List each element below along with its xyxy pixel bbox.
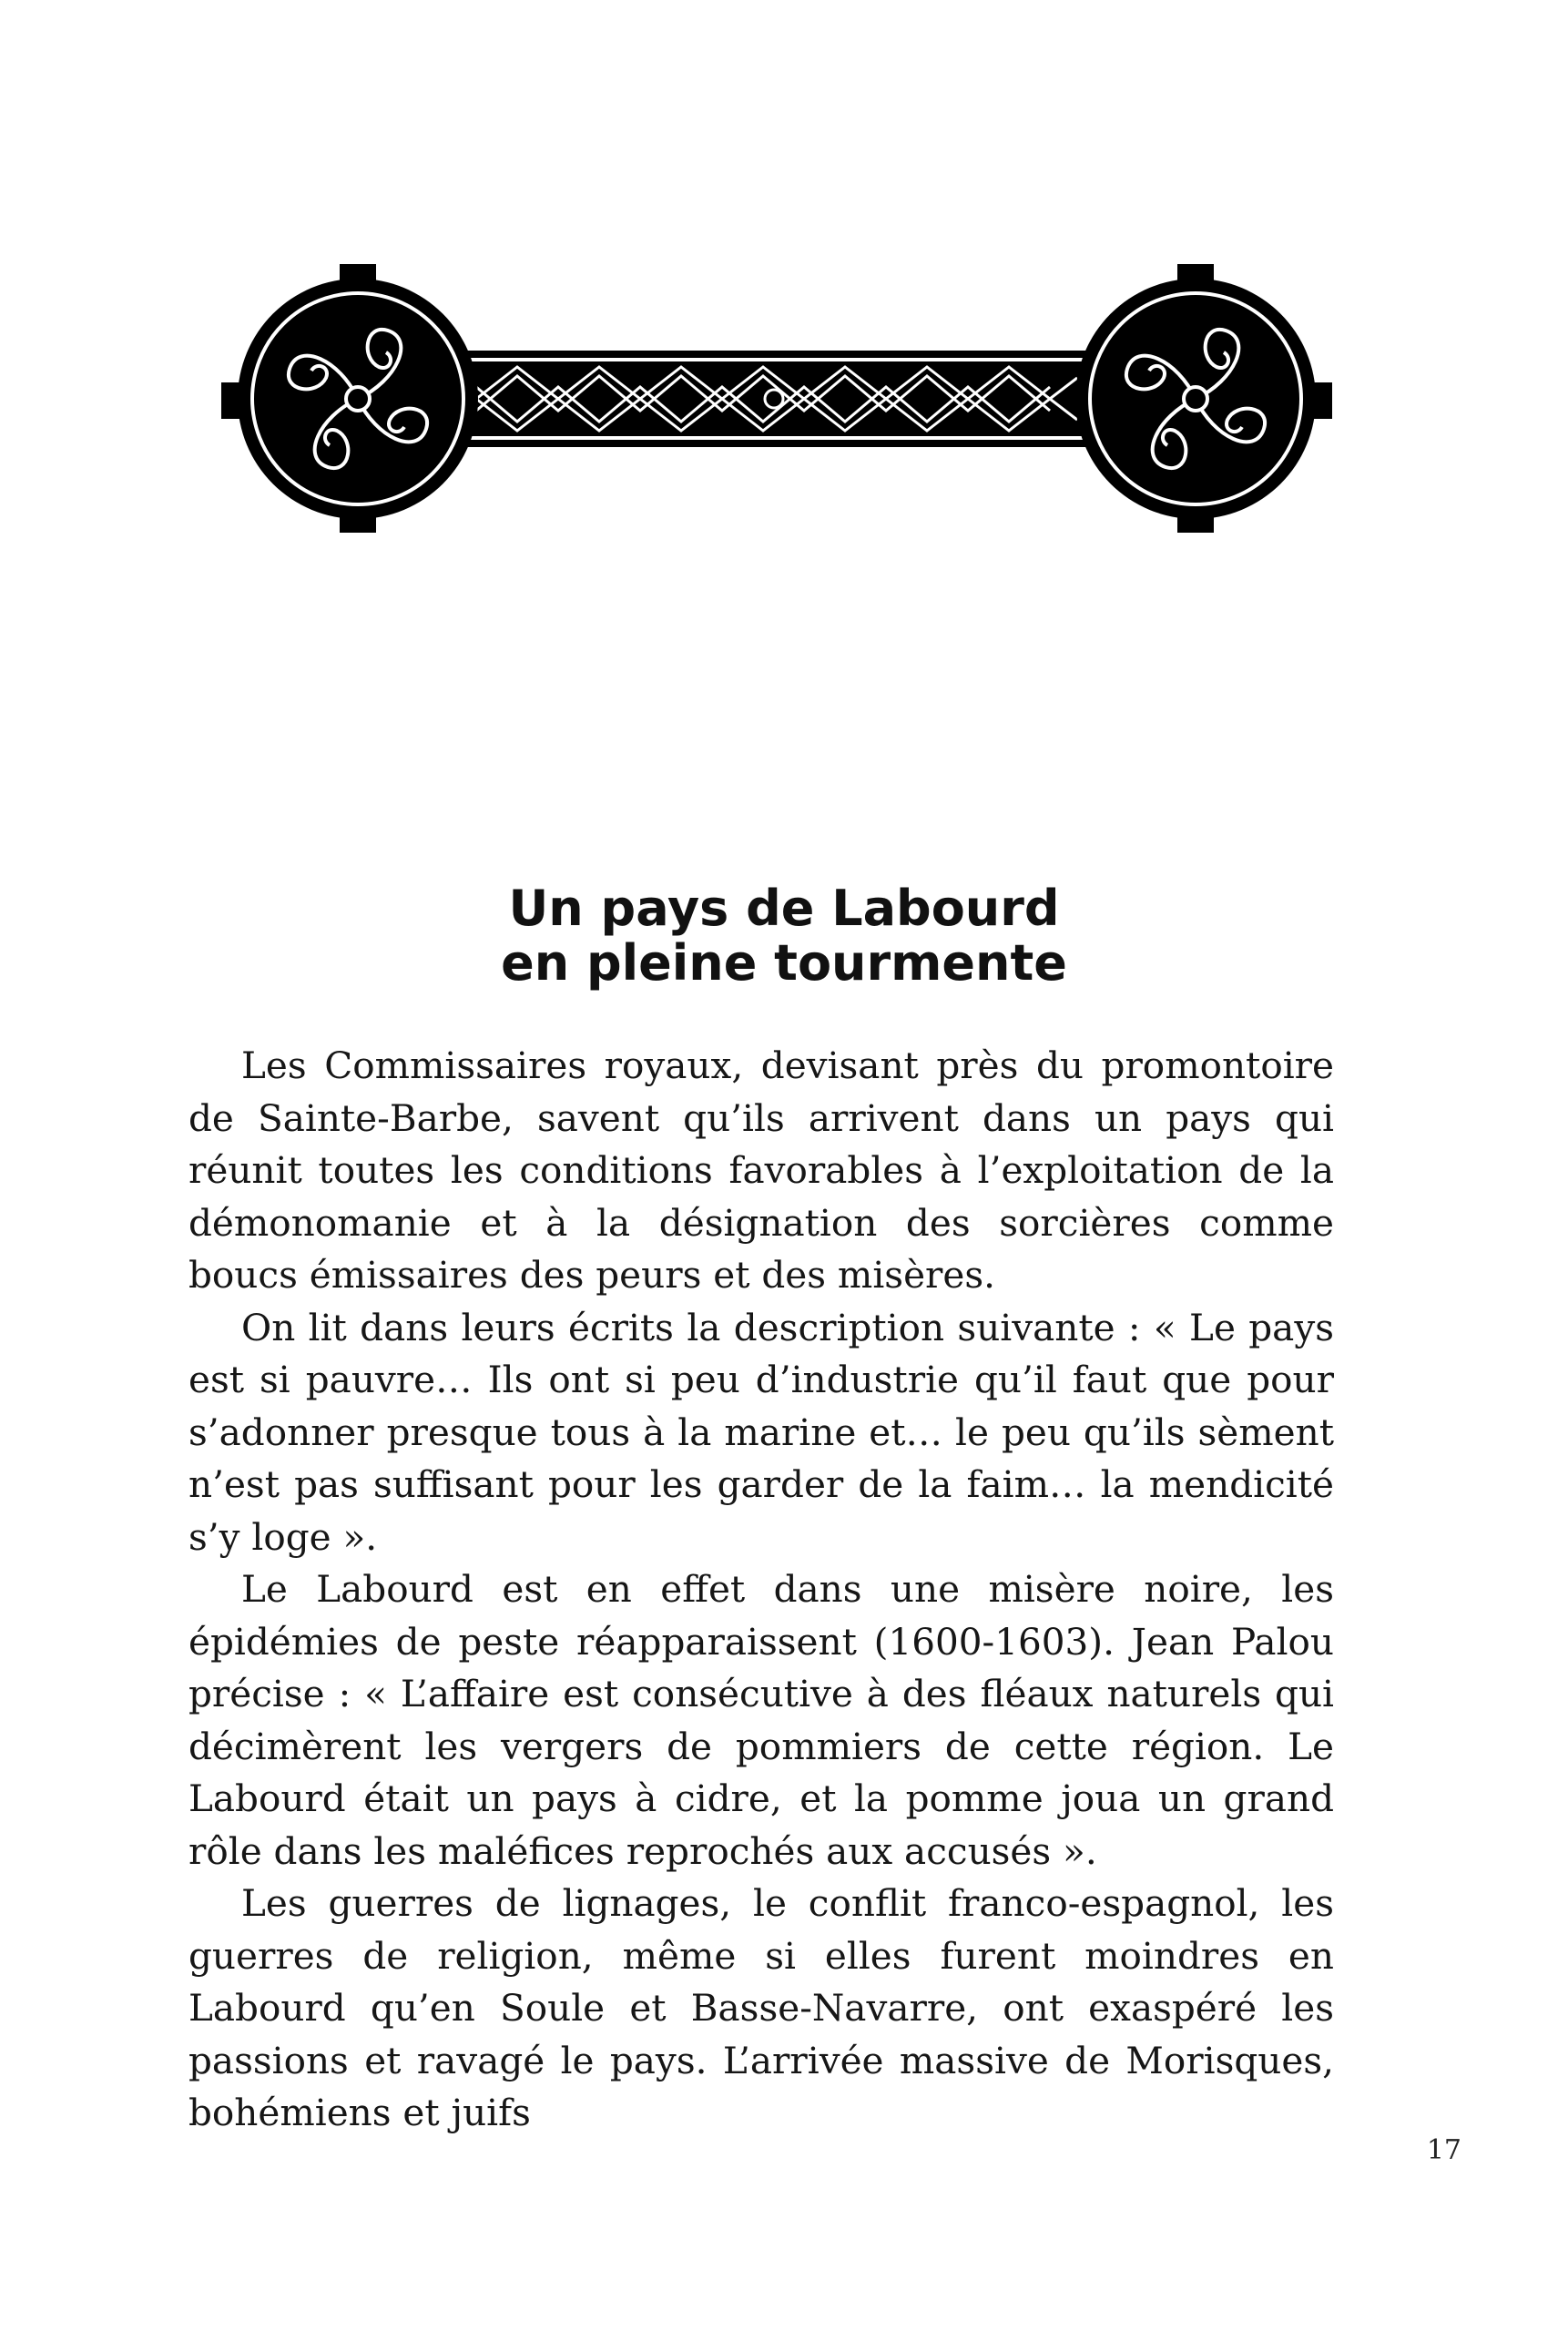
chapter-title-line-2: en pleine tourmente (501, 934, 1067, 992)
paragraph: Le Labourd est en effet dans une misère noire, les épidémies de peste réapparaissent (1600-1603). Jean Palou précise : « L’affaire est consécutive à des fléaux naturels qui décimèrent les vergers de pommiers de cette région. Le Labourd était un pays à cidre, et la pomme joua un grand rôle dans les maléfices reprochés aux accusés ». (188, 1567, 1334, 1873)
page-number: 17 (1426, 2134, 1461, 2166)
paragraph: Les guerres de lignages, le conflit franco-espagnol, les guerres de religion, même si elles furent moindres en Labourd qu’en Soule et Basse-Navarre, ont exaspéré les passions et ravagé le pays. L’arrivée massive de Morisques, bohémiens et juifs (188, 1881, 1334, 2134)
lauburu-ornament-icon (217, 260, 1337, 546)
left-medallion (221, 264, 478, 533)
ornament-band (467, 351, 1086, 447)
paragraph: On lit dans leurs écrits la description suivante : « Le pays est si pauvre… Ils ont si peu d’industrie qu’il faut que pour s’adonner presque tous à la marine et… le peu qu’ils sèment n’est pas suffisant pour les garder de la faim… la mendicité s’y loge ». (188, 1305, 1334, 1559)
right-medallion (1075, 264, 1332, 533)
paragraph: Les Commissaires royaux, devisant près du promontoire de Sainte-Barbe, savent qu’ils arrivent dans un pays qui réunit toutes les conditions favorables à l’exploitation de la démonomanie et à la désignation des sorcières comme boucs émissaires des peurs et des misères. (188, 1043, 1334, 1297)
body-text (188, 1040, 1334, 2140)
chapter-title-line-1: Un pays de Labourd (508, 880, 1060, 937)
chapter-title (0, 881, 1568, 991)
